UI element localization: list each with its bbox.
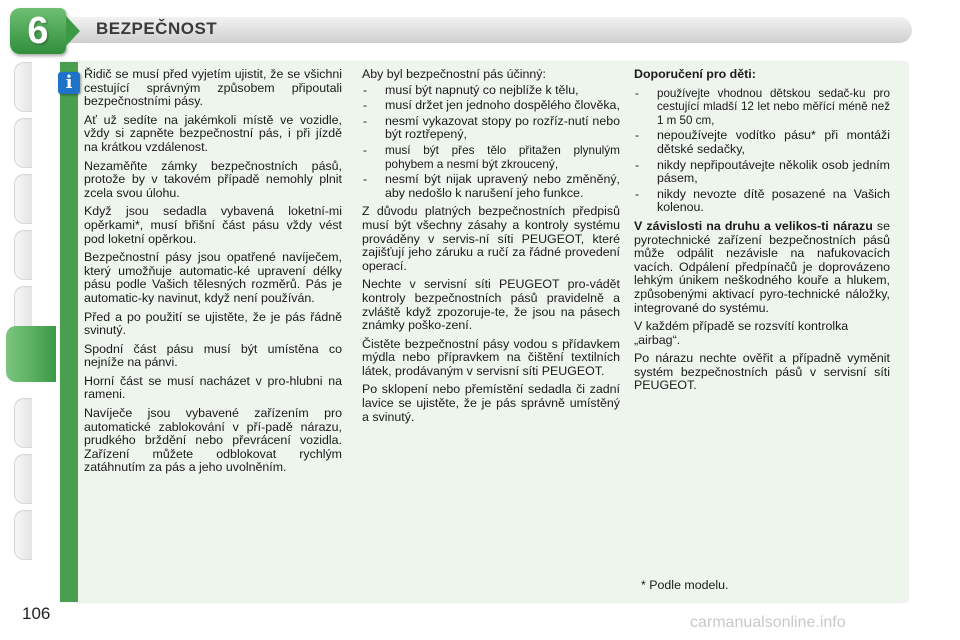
airbag-note: V každém případě se rozsvítí kontrolka „airbag“. — [634, 319, 849, 347]
side-tab-3 — [14, 174, 32, 224]
children-heading: Doporučení pro děti: — [634, 67, 756, 81]
list-item: - musí být napnutý co nejblíže k tělu, — [362, 84, 620, 98]
paragraph: Z důvodu platných bezpečnostních předpisů musí být všechny zásahy a kontroly systému prováděny v servis-ní síti PEUGEOT, které zajišťují jeho záruku a ručí za řádné provedení operací. — [362, 204, 620, 273]
paragraph: Nezaměňte zámky bezpečnostních pásů, protože by v takovém případě nemohly plnit zcela svou úlohu. — [84, 158, 342, 200]
paragraph: Řidič se musí před vyjetím ujistit, že se všichni cestující správným způsobem připoutali bezpečnostními pásy. — [84, 67, 342, 109]
side-tab-1 — [14, 62, 32, 112]
paragraph: Ať už sedíte na jakémkoli místě ve vozidle, vždy si zapněte bezpečnostní pás, i při jízdě na krátkou vzdálenost. — [84, 112, 342, 154]
list-item: - musí být přes tělo přitažen plynulým pohybem a nesmí být zkroucený, — [362, 144, 620, 171]
list-item: - používejte vhodnou dětskou sedač-ku pro cestující mladší 12 let nebo měřící méně než 1 m 50 cm, — [634, 87, 890, 128]
side-tab-7 — [14, 398, 32, 448]
list-item: - musí držet jen jednoho dospělého člověka, — [362, 99, 620, 113]
chapter-title: BEZPEČNOST — [96, 19, 218, 38]
side-tab-active — [6, 326, 56, 382]
side-tab-4 — [14, 230, 32, 280]
paragraph: Když jsou sedadla vybavená loketní-mi opěrkami*, musí břišní část pásu vždy vést pod loketní opěrkou. — [84, 204, 342, 246]
impact-lead: V závislosti na druhu a velikos-ti nárazu — [634, 218, 873, 233]
side-tab-8 — [14, 454, 32, 504]
paragraph: Nechte v servisní síti PEUGEOT pro-vádět kontroly bezpečnostních pásů pravidelně a zvláště když zpozoruje-te, že jsou na pásech známky poško-zení. — [362, 277, 620, 333]
page-number: 106 — [22, 604, 51, 623]
side-tab-9 — [14, 510, 32, 560]
check-note: Po nárazu nechte ověřit a případně vyměnit systém bezpečnostních pásů v servisní síti PEUGEOT. — [634, 351, 890, 393]
footnote: * Podle modelu. — [641, 578, 729, 592]
chapter-badge — [10, 8, 66, 54]
side-tab-2 — [14, 118, 32, 168]
list-item: - nikdy nepřipoutávejte několik osob jedním pásem, — [634, 159, 890, 186]
impact-text: se pyrotechnické zařízení bezpečnostních pásů může odpálit nezávisle na nafukovacích vacích. Odpálení předpínačů je doprovázeno lehkým únikem neškodného kouře a hlukem, způsobenými aktivací pyro-technické náložky, integrované do systému. — [634, 218, 890, 315]
list-item: - nikdy nevozte dítě posazené na Vašich kolenou. — [634, 188, 890, 215]
paragraph: Bezpečnostní pásy jsou opatřené navíječem, který umožňuje automatic-ké upravení délky pásu podle Vašich tělesných rozměrů. Pás je automatic-ky navinut, když není používán. — [84, 250, 342, 305]
children-advice-list — [634, 87, 890, 215]
paragraph: Horní část se musí nacházet v pro-hlubni na rameni. — [84, 373, 342, 402]
column-middle — [362, 68, 620, 429]
paragraph: Před a po použití se ujistěte, že je pás řádně svinutý. — [84, 309, 342, 338]
impact-paragraph — [634, 220, 890, 315]
bullets-intro: Aby byl bezpečnostní pás účinný: — [362, 67, 546, 81]
watermark: carmanualsonline.info — [690, 614, 846, 631]
list-item: - nepoužívejte vodítko pásu* při montáži dětské sedačky, — [634, 129, 890, 156]
belt-requirements-list — [362, 84, 620, 201]
paragraph: Navíječe jsou vybavené zařízením pro automatické zablokování v pří-padě nárazu, prudkého brždění nebo převrácení vozidla. Zařízení můžete odblokovat rychlým zatáhnutím za pás a jeho uvolněním. — [84, 406, 342, 475]
column-left — [84, 68, 342, 480]
list-item: - nesmí vykazovat stopy po rozříz-nutí nebo být roztřepený, — [362, 115, 620, 142]
info-icon: i — [58, 72, 80, 94]
paragraph: Spodní část pásu musí být umístěna co nejníže na pánvi. — [84, 341, 342, 370]
column-right — [634, 68, 890, 398]
list-item: - nesmí být nijak upravený nebo změněný, aby nedošlo k narušení jeho funkce. — [362, 173, 620, 200]
paragraph: Čistěte bezpečnostní pásy vodou s přídavkem mýdla nebo přípravkem na čištění textilních látek, prodávaným v servisní síti PEUGEOT. — [362, 336, 620, 378]
chapter-number: 6 — [27, 9, 49, 52]
paragraph: Po sklopení nebo přemístění sedadla či zadní lavice se ujistěte, že je pás správně umístěný a svinutý. — [362, 382, 620, 424]
